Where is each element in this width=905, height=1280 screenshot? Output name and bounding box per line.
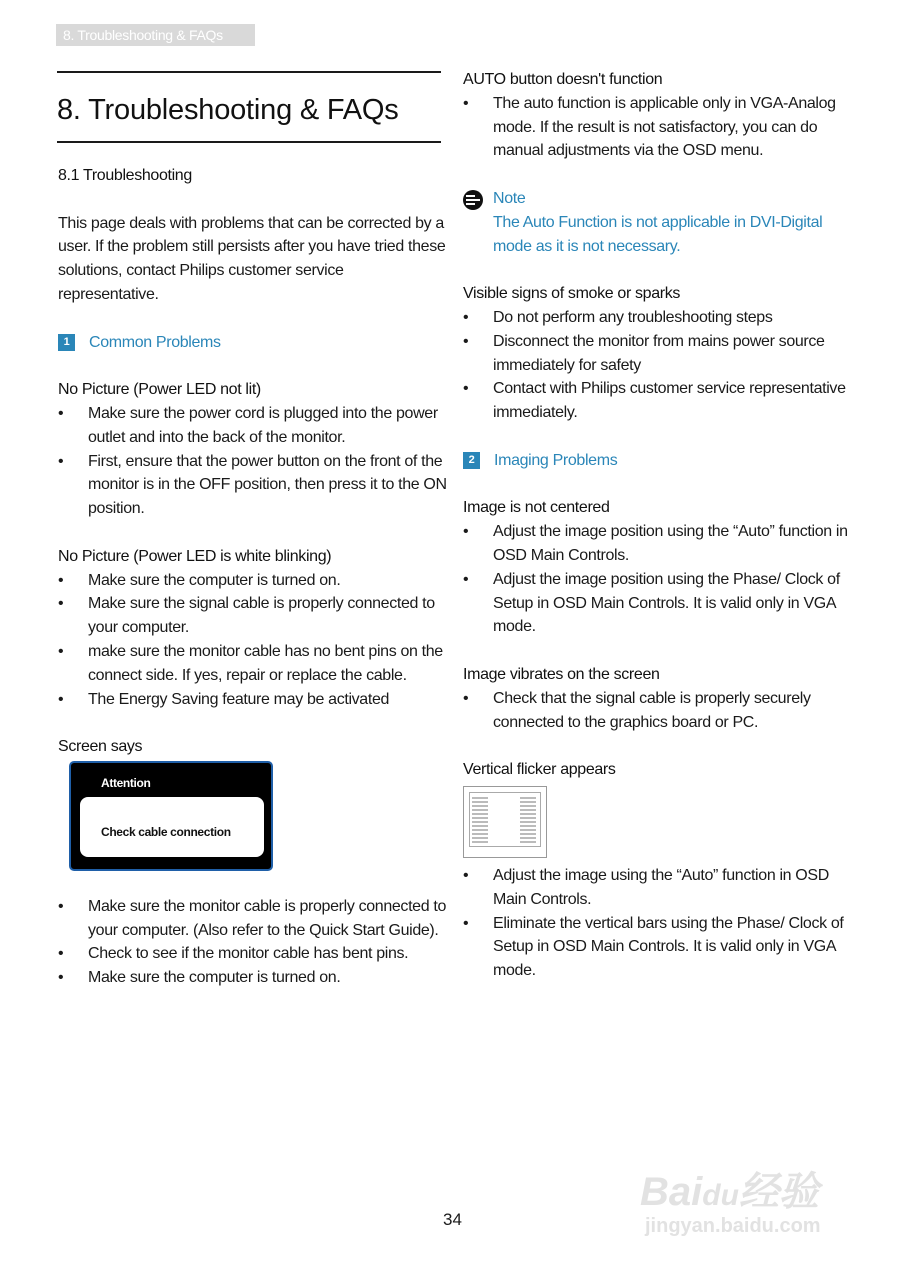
text-bar (520, 809, 536, 811)
list-item-text: Contact with Philips customer service representative immediately. (493, 380, 846, 422)
page-number: 34 (443, 1210, 462, 1229)
list-item-text: First, ensure that the power button on the front of the monitor is in the OFF position, then press it to the ON position. (88, 452, 447, 518)
section-header-tab: 8. Troubleshooting & FAQs (56, 24, 255, 46)
text-bar (472, 813, 488, 815)
list-item (58, 966, 448, 990)
text-bar (520, 837, 536, 839)
subheading: Screen says (58, 738, 143, 756)
list-item (463, 520, 858, 568)
list-item (58, 640, 448, 688)
subheading: No Picture (Power LED is white blinking) (58, 547, 332, 565)
list-item (58, 450, 448, 521)
section-title: Imaging Problems (494, 451, 618, 469)
bullet-icon: • (463, 866, 469, 884)
text-bar (520, 801, 536, 803)
text-bar (472, 797, 488, 799)
subheading: AUTO button doesn't function (463, 71, 663, 88)
text-bar (472, 809, 488, 811)
bullet-list (58, 569, 448, 712)
subheading: Image vibrates on the screen (463, 665, 660, 683)
subheading: Visible signs of smoke or sparks (463, 285, 681, 303)
paragraph: This page deals with problems that can be corrected by a user. If the problem still persists after you have tried these solutions, contact Philips customer service representative. (58, 214, 446, 303)
note-icon (463, 190, 483, 210)
list-item-text: The auto function is applicable only in VGA-Analog mode. If the result is not satisfactory, you can do manual adjustments via the OSD menu. (493, 94, 836, 160)
list-item (58, 402, 448, 450)
list-item (58, 895, 448, 943)
screen-title: Attention (101, 775, 151, 790)
text-bar (520, 797, 536, 799)
list-item-text: The Energy Saving feature may be activated (88, 690, 390, 708)
bullet-icon: • (58, 571, 64, 589)
bullet-list (463, 687, 858, 735)
screen-message: Check cable connection (101, 824, 231, 839)
left-column (58, 164, 448, 990)
list-item-text: Disconnect the monitor from mains power source immediately for safety (493, 332, 825, 374)
bullet-icon: • (58, 404, 64, 422)
bullet-list (463, 92, 858, 163)
note-text: The Auto Function is not applicable in DVI-Digital mode as it is not necessary. (493, 213, 823, 255)
screen-message-image (69, 761, 273, 871)
list-item (463, 306, 858, 330)
watermark-logo: Baidu经验 (640, 1170, 819, 1214)
text-bar (472, 805, 488, 807)
text-bar (520, 805, 536, 807)
list-item (463, 92, 858, 163)
text-bar (520, 833, 536, 835)
text-bar (520, 829, 536, 831)
bullet-icon: • (463, 689, 469, 707)
text-bar (520, 825, 536, 827)
message-box (80, 797, 264, 857)
list-item-text: Adjust the image position using the “Auto” function in OSD Main Controls. (493, 523, 848, 564)
bullet-icon: • (463, 914, 469, 932)
bullet-icon: • (463, 380, 469, 398)
divider (57, 141, 441, 143)
list-item (463, 568, 858, 639)
bullet-icon: • (463, 332, 469, 350)
bullet-icon: • (58, 969, 64, 987)
bullet-icon: • (58, 595, 64, 613)
list-item-text: make sure the monitor cable has no bent pins on the connect side. If yes, repair or replace the cable. (88, 642, 443, 684)
watermark-url: jingyan.baidu.com (645, 1215, 821, 1237)
bullet-icon: • (58, 452, 64, 470)
section-number: 2 (463, 452, 480, 469)
text-bar (520, 817, 536, 819)
note-label: Note (493, 189, 526, 207)
bullet-list (463, 864, 858, 983)
subheading: 8.1 Troubleshooting (58, 167, 192, 184)
text-bar (472, 833, 488, 835)
right-column (463, 68, 858, 983)
bullet-list (463, 520, 858, 639)
list-item-text: Make sure the power cord is plugged into the power outlet and into the back of the monitor. (88, 404, 438, 446)
bullet-icon: • (58, 642, 64, 660)
list-item-text: Adjust the image position using the Phase/ Clock of Setup in OSD Main Controls. It is valid only in VGA mode. (493, 570, 840, 636)
text-bar (472, 801, 488, 803)
subheading: Image is not centered (463, 499, 610, 517)
bullet-icon: • (463, 94, 469, 112)
bullet-icon: • (463, 570, 469, 588)
list-item-text: Check to see if the monitor cable has bent pins. (88, 945, 409, 963)
text-bar (520, 841, 536, 843)
text-bar (520, 813, 536, 815)
bullet-list (58, 402, 448, 521)
list-item-text: Make sure the monitor cable is properly connected to your computer. (Also refer to the Quick Start Guide). (88, 897, 446, 939)
section-title: Common Problems (89, 333, 221, 351)
list-item (463, 377, 858, 425)
bullet-icon: • (463, 308, 469, 326)
text-bar (472, 817, 488, 819)
list-item-text: Do not perform any troubleshooting steps (493, 308, 773, 326)
list-item-text: Check that the signal cable is properly securely connected to the graphics board or PC. (493, 689, 811, 731)
text-bar (472, 825, 488, 827)
subheading: No Picture (Power LED not lit) (58, 381, 261, 399)
list-item (58, 592, 448, 640)
bullet-icon: • (58, 690, 64, 708)
text-bar (472, 821, 488, 823)
text-bar (472, 829, 488, 831)
section-heading (58, 331, 448, 355)
vertical-flicker-image (463, 786, 547, 858)
bullet-list (58, 895, 448, 990)
divider (57, 71, 441, 73)
list-item (463, 864, 858, 912)
note (463, 187, 858, 258)
list-item-text: Make sure the computer is turned on. (88, 571, 341, 589)
list-item-text: Eliminate the vertical bars using the Phase/ Clock of Setup in OSD Main Controls. It is valid only in VGA mode. (493, 914, 844, 980)
text-bar (472, 841, 488, 843)
text-bar (520, 821, 536, 823)
list-item (58, 688, 448, 712)
list-item-text: Make sure the computer is turned on. (88, 969, 341, 987)
text-bar (472, 837, 488, 839)
list-item (463, 912, 858, 983)
list-item (58, 942, 448, 966)
section-heading (463, 449, 858, 473)
bullet-list (463, 306, 858, 425)
list-item-text: Adjust the image using the “Auto” function in OSD Main Controls. (493, 866, 829, 908)
list-item-text: Make sure the signal cable is properly connected to your computer. (88, 595, 435, 637)
list-item (463, 330, 858, 378)
list-item (463, 687, 858, 735)
bullet-icon: • (58, 897, 64, 915)
section-number: 1 (58, 334, 75, 351)
page-title: 8. Troubleshooting & FAQs (57, 94, 399, 126)
bullet-icon: • (463, 523, 469, 541)
subheading: Vertical flicker appears (463, 761, 616, 779)
bullet-icon: • (58, 945, 64, 963)
list-item (58, 569, 448, 593)
